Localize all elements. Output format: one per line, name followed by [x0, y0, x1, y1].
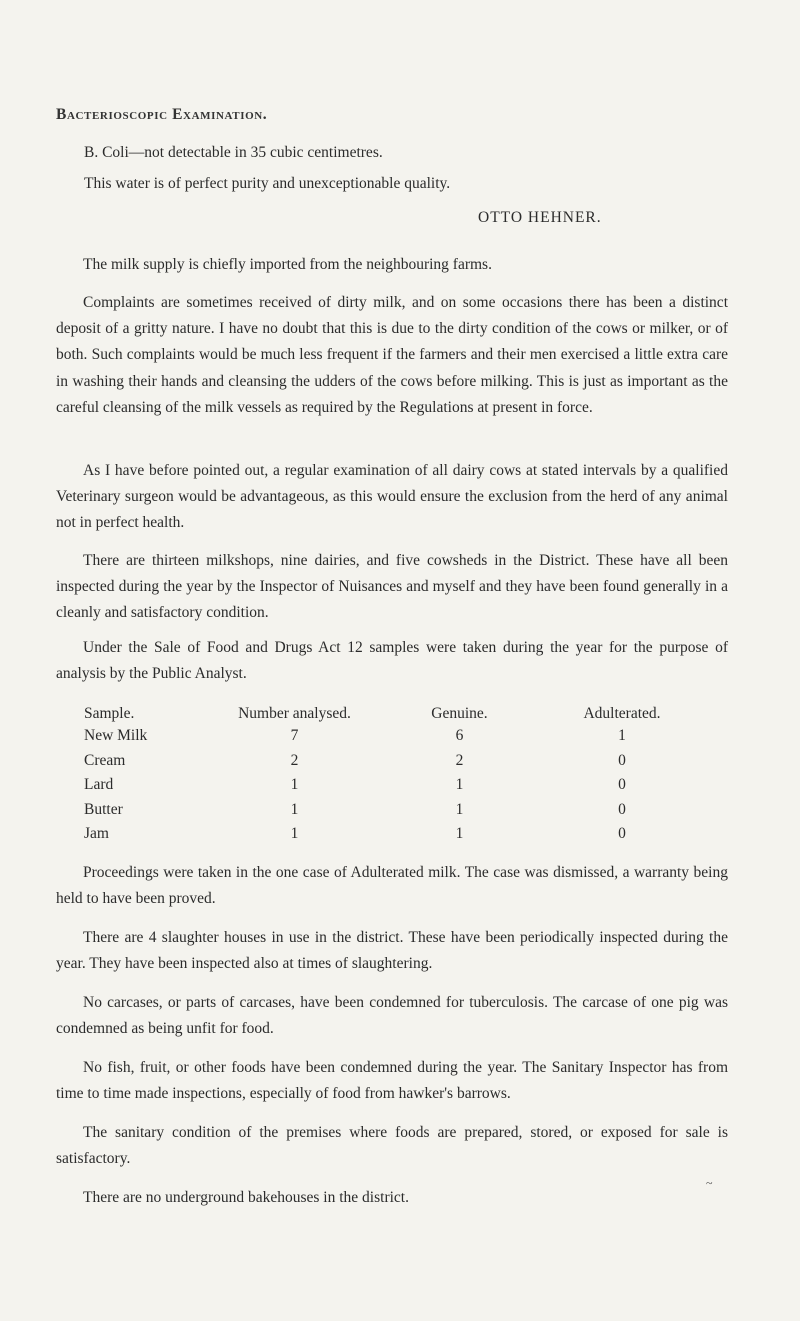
cell-genuine: 2	[455, 751, 464, 769]
table-row	[84, 773, 702, 798]
cell-adulterated: 0	[618, 751, 626, 769]
table-row	[84, 749, 702, 774]
cell-number: 1	[290, 800, 299, 818]
cell-adulterated: 0	[618, 800, 626, 818]
cell-sample: New Milk	[84, 727, 148, 745]
table-header-row	[84, 703, 702, 724]
paragraph-veterinary: As I have before pointed out, a regular examination of all dairy cows at stated intervals by a qualified Veterinary surgeon would be advantageous, as this would ensure the exclusion from the herd of any animal not in perfect health.	[56, 462, 728, 532]
paragraph-milk-supply: The milk supply is chiefly imported from the neighbouring farms.	[83, 256, 492, 273]
cell-adulterated: 1	[618, 727, 626, 745]
cell-sample: Jam	[84, 825, 109, 843]
cell-number: 1	[290, 825, 299, 843]
table-row	[84, 822, 702, 847]
samples-table	[84, 703, 702, 847]
printer-mark-icon: ~	[706, 1176, 713, 1190]
analyst-signature: OTTO HEHNER.	[478, 209, 602, 226]
paragraph-sanitary-condition: The sanitary condition of the premises where foods are prepared, stored, or exposed for sale is satisfactory.	[56, 1124, 728, 1168]
table-row	[84, 798, 702, 823]
header-adulterated: Adulterated.	[583, 704, 661, 722]
paragraph-sale-of-food: Under the Sale of Food and Drugs Act 12 samples were taken during the year for the purpose of analysis by the Public Analyst.	[56, 639, 728, 683]
section-heading: Bacterioscopic Examination.	[56, 106, 268, 123]
cell-sample: Cream	[84, 751, 126, 769]
paragraph-proceedings: Proceedings were taken in the one case of Adulterated milk. The case was dismissed, a warranty being held to have been proved.	[56, 864, 728, 908]
header-number-analysed: Number analysed.	[238, 704, 351, 722]
paragraph-carcases: No carcases, or parts of carcases, have been condemned for tuberculosis. The carcase of one pig was condemned as being unfit for food.	[56, 994, 728, 1038]
cell-number: 1	[290, 776, 299, 794]
paragraph-foods-condemned: No fish, fruit, or other foods have been condemned during the year. The Sanitary Inspector has from time to time made inspections, especially of food from hawker's barrows.	[56, 1059, 728, 1103]
cell-sample: Butter	[84, 800, 123, 818]
cell-genuine: 6	[455, 727, 464, 745]
header-genuine: Genuine.	[431, 704, 488, 722]
cell-genuine: 1	[455, 776, 464, 794]
paragraph-bakehouses: There are no underground bakehouses in the district.	[83, 1189, 409, 1206]
coli-result-line: B. Coli—not detectable in 35 cubic centimetres.	[84, 144, 383, 161]
cell-genuine: 1	[455, 825, 464, 843]
water-quality-line: This water is of perfect purity and unexceptionable quality.	[84, 175, 451, 192]
cell-number: 2	[290, 751, 299, 769]
header-sample: Sample.	[84, 704, 135, 722]
cell-adulterated: 0	[618, 776, 626, 794]
paragraph-complaints: Complaints are sometimes received of dirty milk, and on some occasions there has been a distinct deposit of a gritty nature. I have no doubt that this is due to the dirty condition of the cows or milker, or of both. Such complaints would be much less frequent if the farmers and their men exercised a little extra care in washing their hands and cleansing the udders of the cows before milking. This is just as important as the careful cleansing of the milk vessels as required by the Regulations at present in force.	[56, 294, 728, 416]
cell-sample: Lard	[84, 776, 114, 794]
table-row	[84, 724, 702, 749]
cell-number: 7	[290, 727, 299, 745]
paragraph-milkshops: There are thirteen milkshops, nine dairies, and five cowsheds in the District. These have all been inspected during the year by the Inspector of Nuisances and myself and they have been found generally in a cleanly and satisfactory condition.	[56, 552, 728, 622]
cell-genuine: 1	[455, 800, 464, 818]
paragraph-slaughter-houses: There are 4 slaughter houses in use in the district. These have been periodically inspected during the year. They have been inspected also at times of slaughtering.	[56, 929, 728, 973]
cell-adulterated: 0	[618, 825, 626, 843]
